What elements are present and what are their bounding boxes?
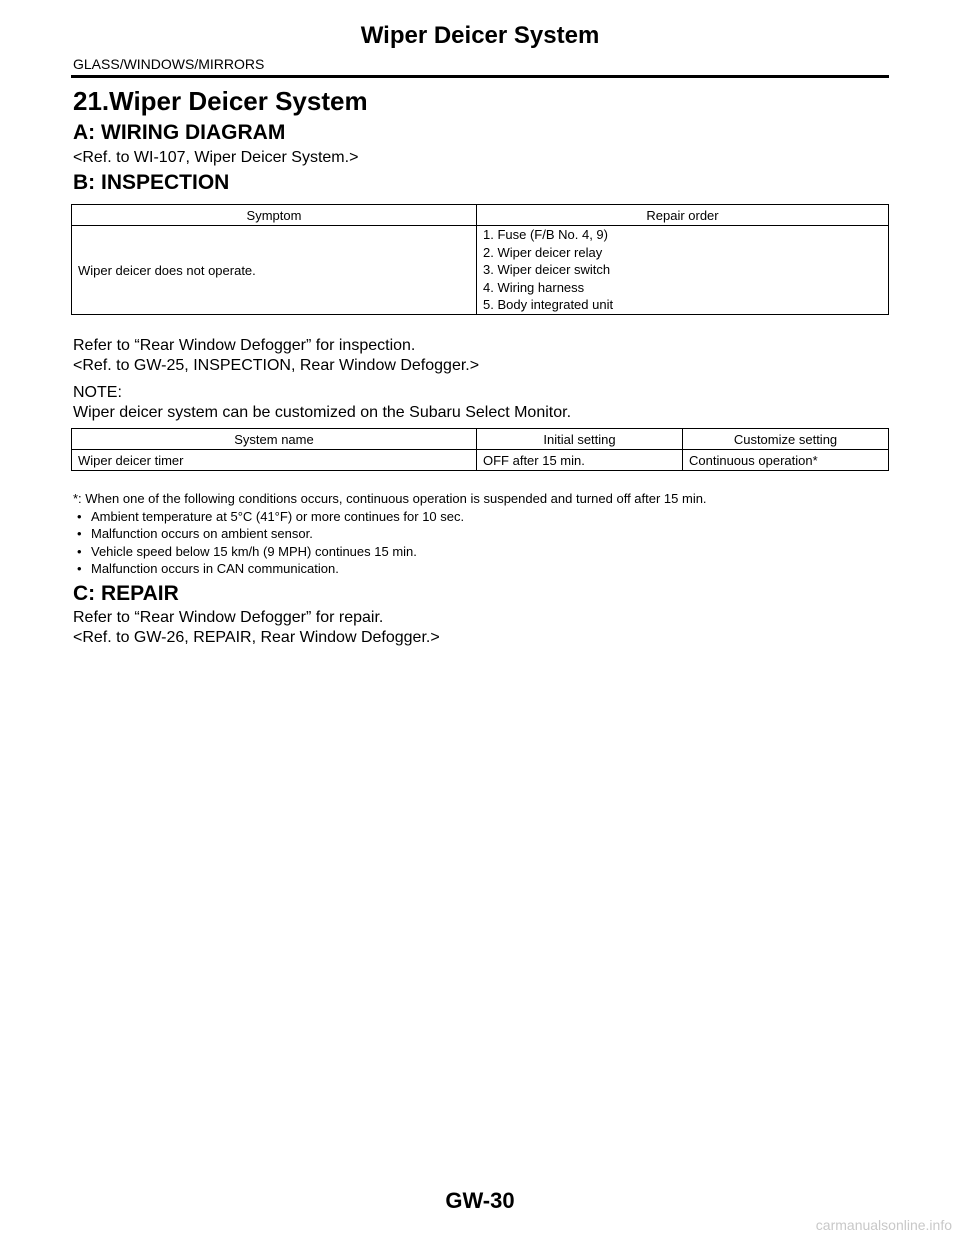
bullet-icon: • [77, 526, 82, 541]
column-header-customize-setting: Customize setting [683, 429, 889, 450]
list-item [73, 525, 707, 543]
repair-heading: C: REPAIR [73, 582, 179, 605]
repair-refer-text: Refer to “Rear Window Defogger” for repair. [73, 609, 384, 626]
list-item-text: Ambient temperature at 5°C (41°F) or more continues for 10 sec. [91, 508, 465, 524]
page-title: Wiper Deicer System [360, 22, 600, 49]
column-header-repair-order: Repair order [477, 205, 889, 226]
initial-setting-cell: OFF after 15 min. [477, 450, 683, 471]
list-item: 2. Wiper deicer relay [483, 244, 603, 260]
page-number: GW-30 [445, 1188, 515, 1213]
header-divider [71, 75, 889, 78]
section-header: GLASS/WINDOWS/MIRRORS [73, 56, 265, 72]
watermark: carmanualsonline.info [815, 1217, 952, 1233]
wiring-diagram-ref[interactable]: <Ref. to WI-107, Wiper Deicer System.> [73, 149, 359, 166]
footnote-text: *: When one of the following conditions occurs, continuous operation is suspended and turned off after 15 min. [73, 491, 707, 506]
wiring-diagram-heading: A: WIRING DIAGRAM [73, 121, 286, 144]
footnote [73, 490, 707, 578]
system-name-cell: Wiper deicer timer [72, 450, 477, 471]
inspection-heading: B: INSPECTION [73, 171, 230, 194]
inspection-table [71, 204, 889, 315]
customize-table [71, 428, 889, 471]
list-item-text: Malfunction occurs in CAN communication. [91, 561, 339, 576]
list-item: 1. Fuse (F/B No. 4, 9) [483, 227, 608, 243]
note-text: Wiper deicer system can be customized on the Subaru Select Monitor. [73, 404, 572, 421]
list-item [73, 508, 707, 526]
column-header-initial-setting: Initial setting [477, 429, 683, 450]
repair-order-list [483, 226, 882, 314]
condition-list [73, 508, 707, 578]
inspection-refer-text: Refer to “Rear Window Defogger” for inspection. [73, 337, 416, 354]
customize-table-header [72, 429, 889, 450]
section-heading: 21.Wiper Deicer System [73, 86, 368, 116]
list-item [73, 560, 707, 578]
list-item [73, 543, 707, 561]
bullet-icon: • [77, 561, 82, 576]
note-label: NOTE: [73, 384, 122, 401]
list-item: 3. Wiper deicer switch [483, 262, 611, 278]
list-item-text: Malfunction occurs on ambient sensor. [91, 526, 313, 541]
symptom-cell: Wiper deicer does not operate. [72, 226, 477, 315]
column-header-system-name: System name [72, 429, 477, 450]
list-item: 5. Body integrated unit [483, 297, 614, 313]
column-header-symptom: Symptom [72, 205, 477, 226]
list-item-text: Vehicle speed below 15 km/h (9 MPH) continues 15 min. [91, 543, 417, 559]
repair-order-cell [477, 226, 889, 315]
table-row [72, 226, 889, 315]
list-item: 4. Wiring harness [483, 279, 585, 295]
customize-setting-cell: Continuous operation* [683, 450, 889, 471]
table-row [72, 450, 889, 471]
inspection-ref-link[interactable]: <Ref. to GW-25, INSPECTION, Rear Window Defogger.> [73, 357, 480, 374]
bullet-icon: • [77, 508, 82, 524]
inspection-table-header [72, 205, 889, 226]
bullet-icon: • [77, 543, 82, 559]
repair-ref-link[interactable]: <Ref. to GW-26, REPAIR, Rear Window Defogger.> [73, 629, 440, 646]
